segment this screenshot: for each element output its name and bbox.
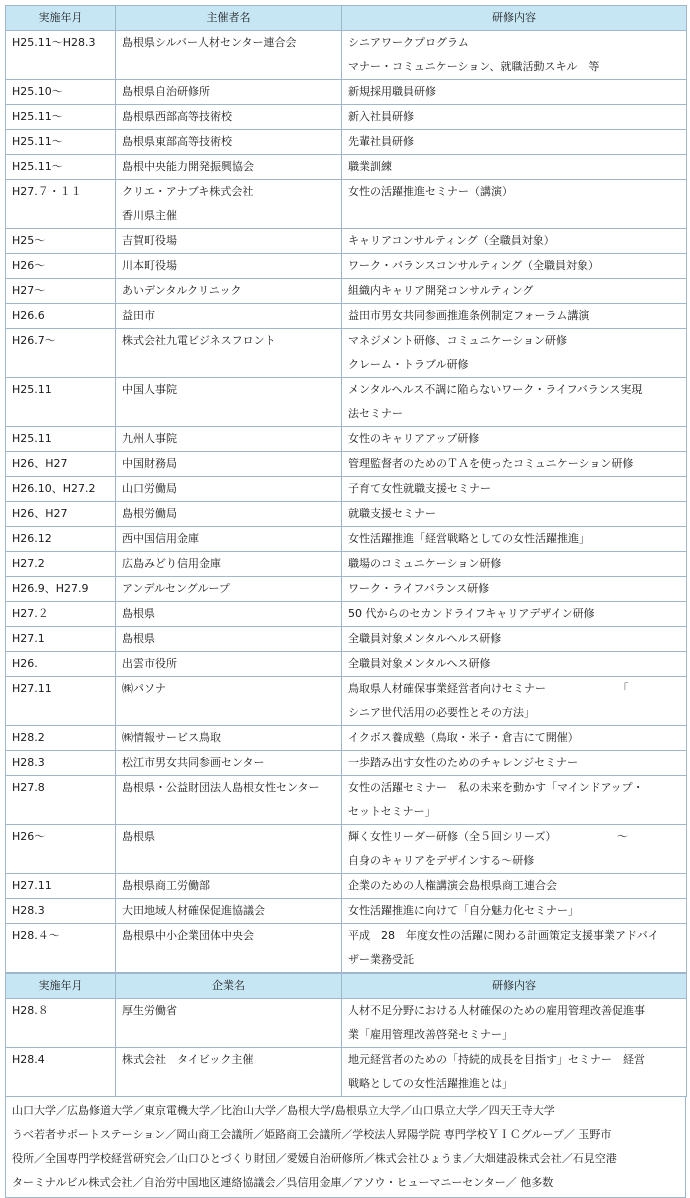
cell-organizer (116, 602, 342, 627)
cell-organizer (116, 378, 342, 427)
date-text: H27.11 (12, 682, 52, 695)
content-text: 一歩踏み出す女性のためのチャレンジセミナー (348, 756, 579, 769)
cell-content (342, 825, 687, 874)
content-text: シニアワークプログラム (348, 36, 469, 49)
cell-date (6, 1048, 116, 1097)
other-clients-list (5, 1097, 686, 1198)
organizer-text: クリエ・アナブキ株式会社 (122, 185, 254, 198)
organizer-text: ㈱パソナ (122, 682, 166, 695)
organizer-text: ㈱情報サービス鳥取 (122, 731, 221, 744)
cell-date (6, 924, 116, 973)
organizer-text: 島根県 (122, 607, 155, 620)
table-row (6, 378, 687, 427)
table-row (6, 155, 687, 180)
date-text: H26、H27 (12, 507, 68, 520)
table-row (6, 304, 687, 329)
cell-date (6, 130, 116, 155)
date-text: H25.11～ (12, 135, 63, 148)
table-row (6, 452, 687, 477)
cell-content (342, 427, 687, 452)
table-row (6, 105, 687, 130)
cell-organizer (116, 825, 342, 874)
cell-organizer (116, 477, 342, 502)
table-row (6, 31, 687, 80)
cell-date (6, 577, 116, 602)
client-list-line: 役所／全国専門学校経営研究会／山口ひとづくり財団／愛媛自治研修所／株式会社ひょうま／大畑建設株式会社／石見空港 (12, 1152, 617, 1165)
cell-organizer (116, 254, 342, 279)
client-list-line: 山口大学／広島修道大学／東京電機大学／比治山大学／島根大学/島根県立大学／山口県立大学／四天王寺大学 (12, 1104, 555, 1117)
organizer-text: 島根県東部高等技術校 (122, 135, 232, 148)
cell-date (6, 825, 116, 874)
cell-organizer (116, 155, 342, 180)
date-text: H28.2 (12, 731, 45, 744)
organizer-text: 中国財務局 (122, 457, 177, 470)
content-text: 女性の活躍推進セミナー（講演） (348, 185, 513, 198)
table-row (6, 825, 687, 874)
content-text: 職業訓練 (348, 160, 392, 173)
cell-content (342, 577, 687, 602)
cell-date (6, 155, 116, 180)
header-date: 実施年月 (6, 974, 116, 999)
header-company: 企業名 (116, 974, 342, 999)
cell-organizer (116, 329, 342, 378)
cell-content (342, 751, 687, 776)
cell-organizer (116, 924, 342, 973)
table-row (6, 627, 687, 652)
table-row (6, 254, 687, 279)
cell-organizer (116, 677, 342, 726)
table-row (6, 602, 687, 627)
cell-date (6, 726, 116, 751)
content-text: 全職員対象メンタルヘルス研修 (348, 632, 502, 645)
content-text: ワーク・ライフバランス研修 (348, 582, 490, 595)
content-text: 就職支援セミナー (348, 507, 436, 520)
content-text: ザー業務受託 (348, 953, 414, 966)
date-text: H26.6 (12, 309, 45, 322)
content-text: 鳥取県人材確保事業経営者向けセミナー 「 (348, 682, 629, 695)
header-date: 実施年月 (6, 6, 116, 31)
header-content: 研修内容 (342, 6, 687, 31)
organizer-text: 中国人事院 (122, 383, 177, 396)
cell-date (6, 180, 116, 229)
content-text: 女性活躍推進に向けて「自分魅力化セミナー」 (348, 904, 579, 917)
cell-organizer (116, 874, 342, 899)
organizer-text: 島根労働局 (122, 507, 177, 520)
cell-date (6, 776, 116, 825)
cell-date (6, 652, 116, 677)
cell-organizer (116, 279, 342, 304)
cell-date (6, 427, 116, 452)
organizer-text: 株式会社 タイビック主催 (122, 1053, 254, 1066)
date-text: H25～ (12, 234, 46, 247)
cell-content (342, 1048, 687, 1097)
date-text: H25.11 (12, 383, 52, 396)
date-text: H26、H27 (12, 457, 68, 470)
organizer-text: 吉賀町役場 (122, 234, 177, 247)
header-row (6, 6, 687, 31)
cell-content (342, 105, 687, 130)
date-text: H28.4 (12, 1053, 45, 1066)
table-body (6, 999, 687, 1097)
table-row (6, 874, 687, 899)
document (5, 5, 686, 1198)
content-text: 平成 28 年度女性の活躍に関わる計画策定支援事業アドバイ (348, 929, 659, 942)
cell-content (342, 627, 687, 652)
organizer-text: 島根県商工労働部 (122, 879, 210, 892)
content-text: 全職員対象メンタルヘス研修 (348, 657, 491, 670)
cell-content (342, 999, 687, 1048)
cell-organizer (116, 304, 342, 329)
content-text: 子育て女性就職支援セミナー (348, 482, 491, 495)
cell-date (6, 502, 116, 527)
cell-date (6, 378, 116, 427)
client-list-line: うべ若者サポートステーション／岡山商工会議所／姫路商工会議所／学校法人昇陽学院 専門学校ＹＩＣグループ／ 玉野市 (12, 1128, 612, 1141)
date-text: H28.3 (12, 756, 45, 769)
cell-content (342, 776, 687, 825)
cell-date (6, 31, 116, 80)
cell-date (6, 254, 116, 279)
organizer-text: あいデンタルクリニック (122, 284, 242, 297)
cell-date (6, 999, 116, 1048)
cell-organizer (116, 1048, 342, 1097)
date-text: H28.８ (12, 1004, 49, 1017)
cell-organizer (116, 229, 342, 254)
cell-date (6, 477, 116, 502)
client-list-line: ターミナルビル株式会社／自治労中国地区連絡協議会／呉信用金庫／アソウ・ヒューマニーセンター／ 他多数 (12, 1176, 554, 1189)
cell-organizer (116, 552, 342, 577)
content-text: 女性の活躍セミナー 私の未来を動かす「マインドアップ・ (348, 781, 644, 794)
cell-organizer (116, 652, 342, 677)
date-text: H25.11～H28.3 (12, 36, 96, 49)
cell-content (342, 652, 687, 677)
organizer-text: 厚生労働省 (122, 1004, 177, 1017)
table-row (6, 726, 687, 751)
cell-organizer (116, 31, 342, 80)
cell-content (342, 602, 687, 627)
cell-organizer (116, 627, 342, 652)
cell-content (342, 130, 687, 155)
content-text: クレーム・トラブル研修 (348, 358, 469, 371)
cell-organizer (116, 130, 342, 155)
cell-date (6, 452, 116, 477)
cell-organizer (116, 427, 342, 452)
cell-organizer (116, 80, 342, 105)
content-text: 新規採用職員研修 (348, 85, 436, 98)
date-text: H27.2 (12, 557, 45, 570)
content-text: 新入社員研修 (348, 110, 414, 123)
table-row (6, 577, 687, 602)
cell-date (6, 304, 116, 329)
date-text: H25.11～ (12, 110, 63, 123)
content-text: 先輩社員研修 (348, 135, 414, 148)
organizer-text: 島根県中小企業団体中央会 (122, 929, 254, 942)
organizer-text: 益田市 (122, 309, 155, 322)
organizer-text: アンデルセングループ (122, 582, 230, 595)
date-text: H28.４～ (12, 929, 60, 942)
content-text: マナー・コミュニケーション、就職活動スキル 等 (348, 60, 600, 73)
table-row (6, 924, 687, 973)
date-text: H26～ (12, 259, 46, 272)
date-text: H27.1 (12, 632, 45, 645)
cell-content (342, 677, 687, 726)
table-body (6, 31, 687, 973)
cell-content (342, 279, 687, 304)
organizer-text: 島根県 (122, 632, 155, 645)
cell-date (6, 80, 116, 105)
cell-content (342, 502, 687, 527)
training-history-table (5, 5, 687, 973)
cell-content (342, 552, 687, 577)
cell-date (6, 105, 116, 130)
organizer-text: 島根中央能力開発振興協会 (122, 160, 254, 173)
organizer-text: 大田地域人材確保促進協議会 (122, 904, 265, 917)
content-text: 管理監督者のためのＴＡを使ったコミュニケーション研修 (348, 457, 634, 470)
cell-content (342, 155, 687, 180)
table-row (6, 751, 687, 776)
header-organizer: 主催者名 (116, 6, 342, 31)
cell-date (6, 279, 116, 304)
organizer-text: 広島みどり信用金庫 (122, 557, 221, 570)
cell-content (342, 31, 687, 80)
content-text: イクボス養成塾（鳥取・米子・倉吉にて開催） (348, 731, 579, 744)
date-text: H25.11 (12, 432, 52, 445)
table-row (6, 427, 687, 452)
date-text: H26.7～ (12, 334, 56, 347)
organizer-text: 出雲市役所 (122, 657, 177, 670)
cell-date (6, 329, 116, 378)
date-text: H26. (12, 657, 38, 670)
table-row (6, 329, 687, 378)
organizer-text: 川本町役場 (122, 259, 177, 272)
organizer-text: 島根県自治研修所 (122, 85, 210, 98)
cell-date (6, 229, 116, 254)
content-text: 業「雇用管理改善啓発セミナー」 (348, 1028, 513, 1041)
date-text: H26～ (12, 830, 46, 843)
organizer-text: 香川県主催 (122, 209, 177, 222)
table-row (6, 1048, 687, 1097)
table-row (6, 180, 687, 229)
content-text: 輝く女性リーダー研修（全５回シリーズ） ～ (348, 830, 628, 843)
cell-organizer (116, 105, 342, 130)
cell-organizer (116, 502, 342, 527)
table-row (6, 652, 687, 677)
table-row (6, 552, 687, 577)
organizer-text: 西中国信用金庫 (122, 532, 199, 545)
cell-organizer (116, 452, 342, 477)
table-row (6, 80, 687, 105)
date-text: H27～ (12, 284, 46, 297)
content-text: 企業のための人権講演会島根県商工連合会 (348, 879, 557, 892)
cell-content (342, 924, 687, 973)
cell-date (6, 627, 116, 652)
content-text: マネジメント研修、コミュニケーション研修 (348, 334, 568, 347)
table-row (6, 899, 687, 924)
cell-organizer (116, 577, 342, 602)
organizer-text: 山口労働局 (122, 482, 177, 495)
table-row (6, 677, 687, 726)
organizer-text: 松江市男女共同参画センター (122, 756, 265, 769)
cell-date (6, 874, 116, 899)
table-row (6, 279, 687, 304)
content-text: 女性活躍推進「経営戦略としての女性活躍推進」 (348, 532, 590, 545)
organizer-text: 島根県 (122, 830, 155, 843)
content-text: 自身のキャリアをデザインする～研修 (348, 854, 535, 867)
content-text: 益田市男女共同参画推進条例制定フォーラム講演 (348, 309, 590, 322)
date-text: H27.11 (12, 879, 52, 892)
content-text: セットセミナー」 (348, 805, 436, 818)
date-text: H27.７・１１ (12, 185, 82, 198)
content-text: 戦略としての女性活躍推進とは」 (348, 1077, 513, 1090)
cell-date (6, 527, 116, 552)
organizer-text: 九州人事院 (122, 432, 177, 445)
table-row (6, 130, 687, 155)
cell-content (342, 726, 687, 751)
cell-content (342, 329, 687, 378)
date-text: H25.10～ (12, 85, 63, 98)
cell-organizer (116, 999, 342, 1048)
cell-content (342, 899, 687, 924)
cell-date (6, 751, 116, 776)
content-text: 人材不足分野における人材確保のための雇用管理改善促進事 (348, 1004, 645, 1017)
content-text: 50 代からのセカンドライフキャリアデザイン研修 (348, 607, 595, 620)
header-content: 研修内容 (342, 974, 687, 999)
content-text: キャリアコンサルティング（全職員対象） (348, 234, 555, 247)
cell-organizer (116, 751, 342, 776)
content-text: 法セミナー (348, 407, 403, 420)
organizer-text: 株式会社九電ビジネスフロント (122, 334, 276, 347)
header-row (6, 974, 687, 999)
content-text: 組織内キャリア開発コンサルティング (348, 284, 534, 297)
content-text: 職場のコミュニケーション研修 (348, 557, 502, 570)
date-text: H25.11～ (12, 160, 63, 173)
table-row (6, 776, 687, 825)
cell-content (342, 378, 687, 427)
cell-content (342, 452, 687, 477)
cell-content (342, 304, 687, 329)
date-text: H26.9、H27.9 (12, 582, 89, 595)
table-row (6, 229, 687, 254)
content-text: シニア世代活用の必要性とその方法」 (348, 706, 535, 719)
cell-content (342, 254, 687, 279)
date-text: H26.10、H27.2 (12, 482, 96, 495)
table-row (6, 477, 687, 502)
content-text: ワーク・バランスコンサルティング（全職員対象） (348, 259, 600, 272)
cell-organizer (116, 180, 342, 229)
date-text: H26.12 (12, 532, 52, 545)
cell-organizer (116, 899, 342, 924)
date-text: H27.8 (12, 781, 45, 794)
cell-content (342, 527, 687, 552)
cell-organizer (116, 726, 342, 751)
content-text: 地元経営者のための「持続的成長を目指す」セミナー 経営 (348, 1053, 645, 1066)
cell-date (6, 552, 116, 577)
date-text: H27.２ (12, 607, 49, 620)
organizer-text: 島根県西部高等技術校 (122, 110, 232, 123)
organizer-text: 島根県・公益財団法人島根女性センター (122, 781, 320, 794)
content-text: メンタルヘルス不調に陥らないワーク・ライフバランス実現 (348, 383, 643, 396)
cell-date (6, 899, 116, 924)
cell-content (342, 229, 687, 254)
table-row (6, 527, 687, 552)
content-text: 女性のキャリアアップ研修 (348, 432, 480, 445)
date-text: H28.3 (12, 904, 45, 917)
table-row (6, 502, 687, 527)
cell-content (342, 477, 687, 502)
cell-date (6, 677, 116, 726)
cell-content (342, 80, 687, 105)
cell-organizer (116, 527, 342, 552)
organizer-text: 島根県シルバー人材センター連合会 (122, 36, 297, 49)
company-training-table (5, 973, 687, 1097)
cell-date (6, 602, 116, 627)
cell-organizer (116, 776, 342, 825)
cell-content (342, 180, 687, 229)
cell-content (342, 874, 687, 899)
table-row (6, 999, 687, 1048)
